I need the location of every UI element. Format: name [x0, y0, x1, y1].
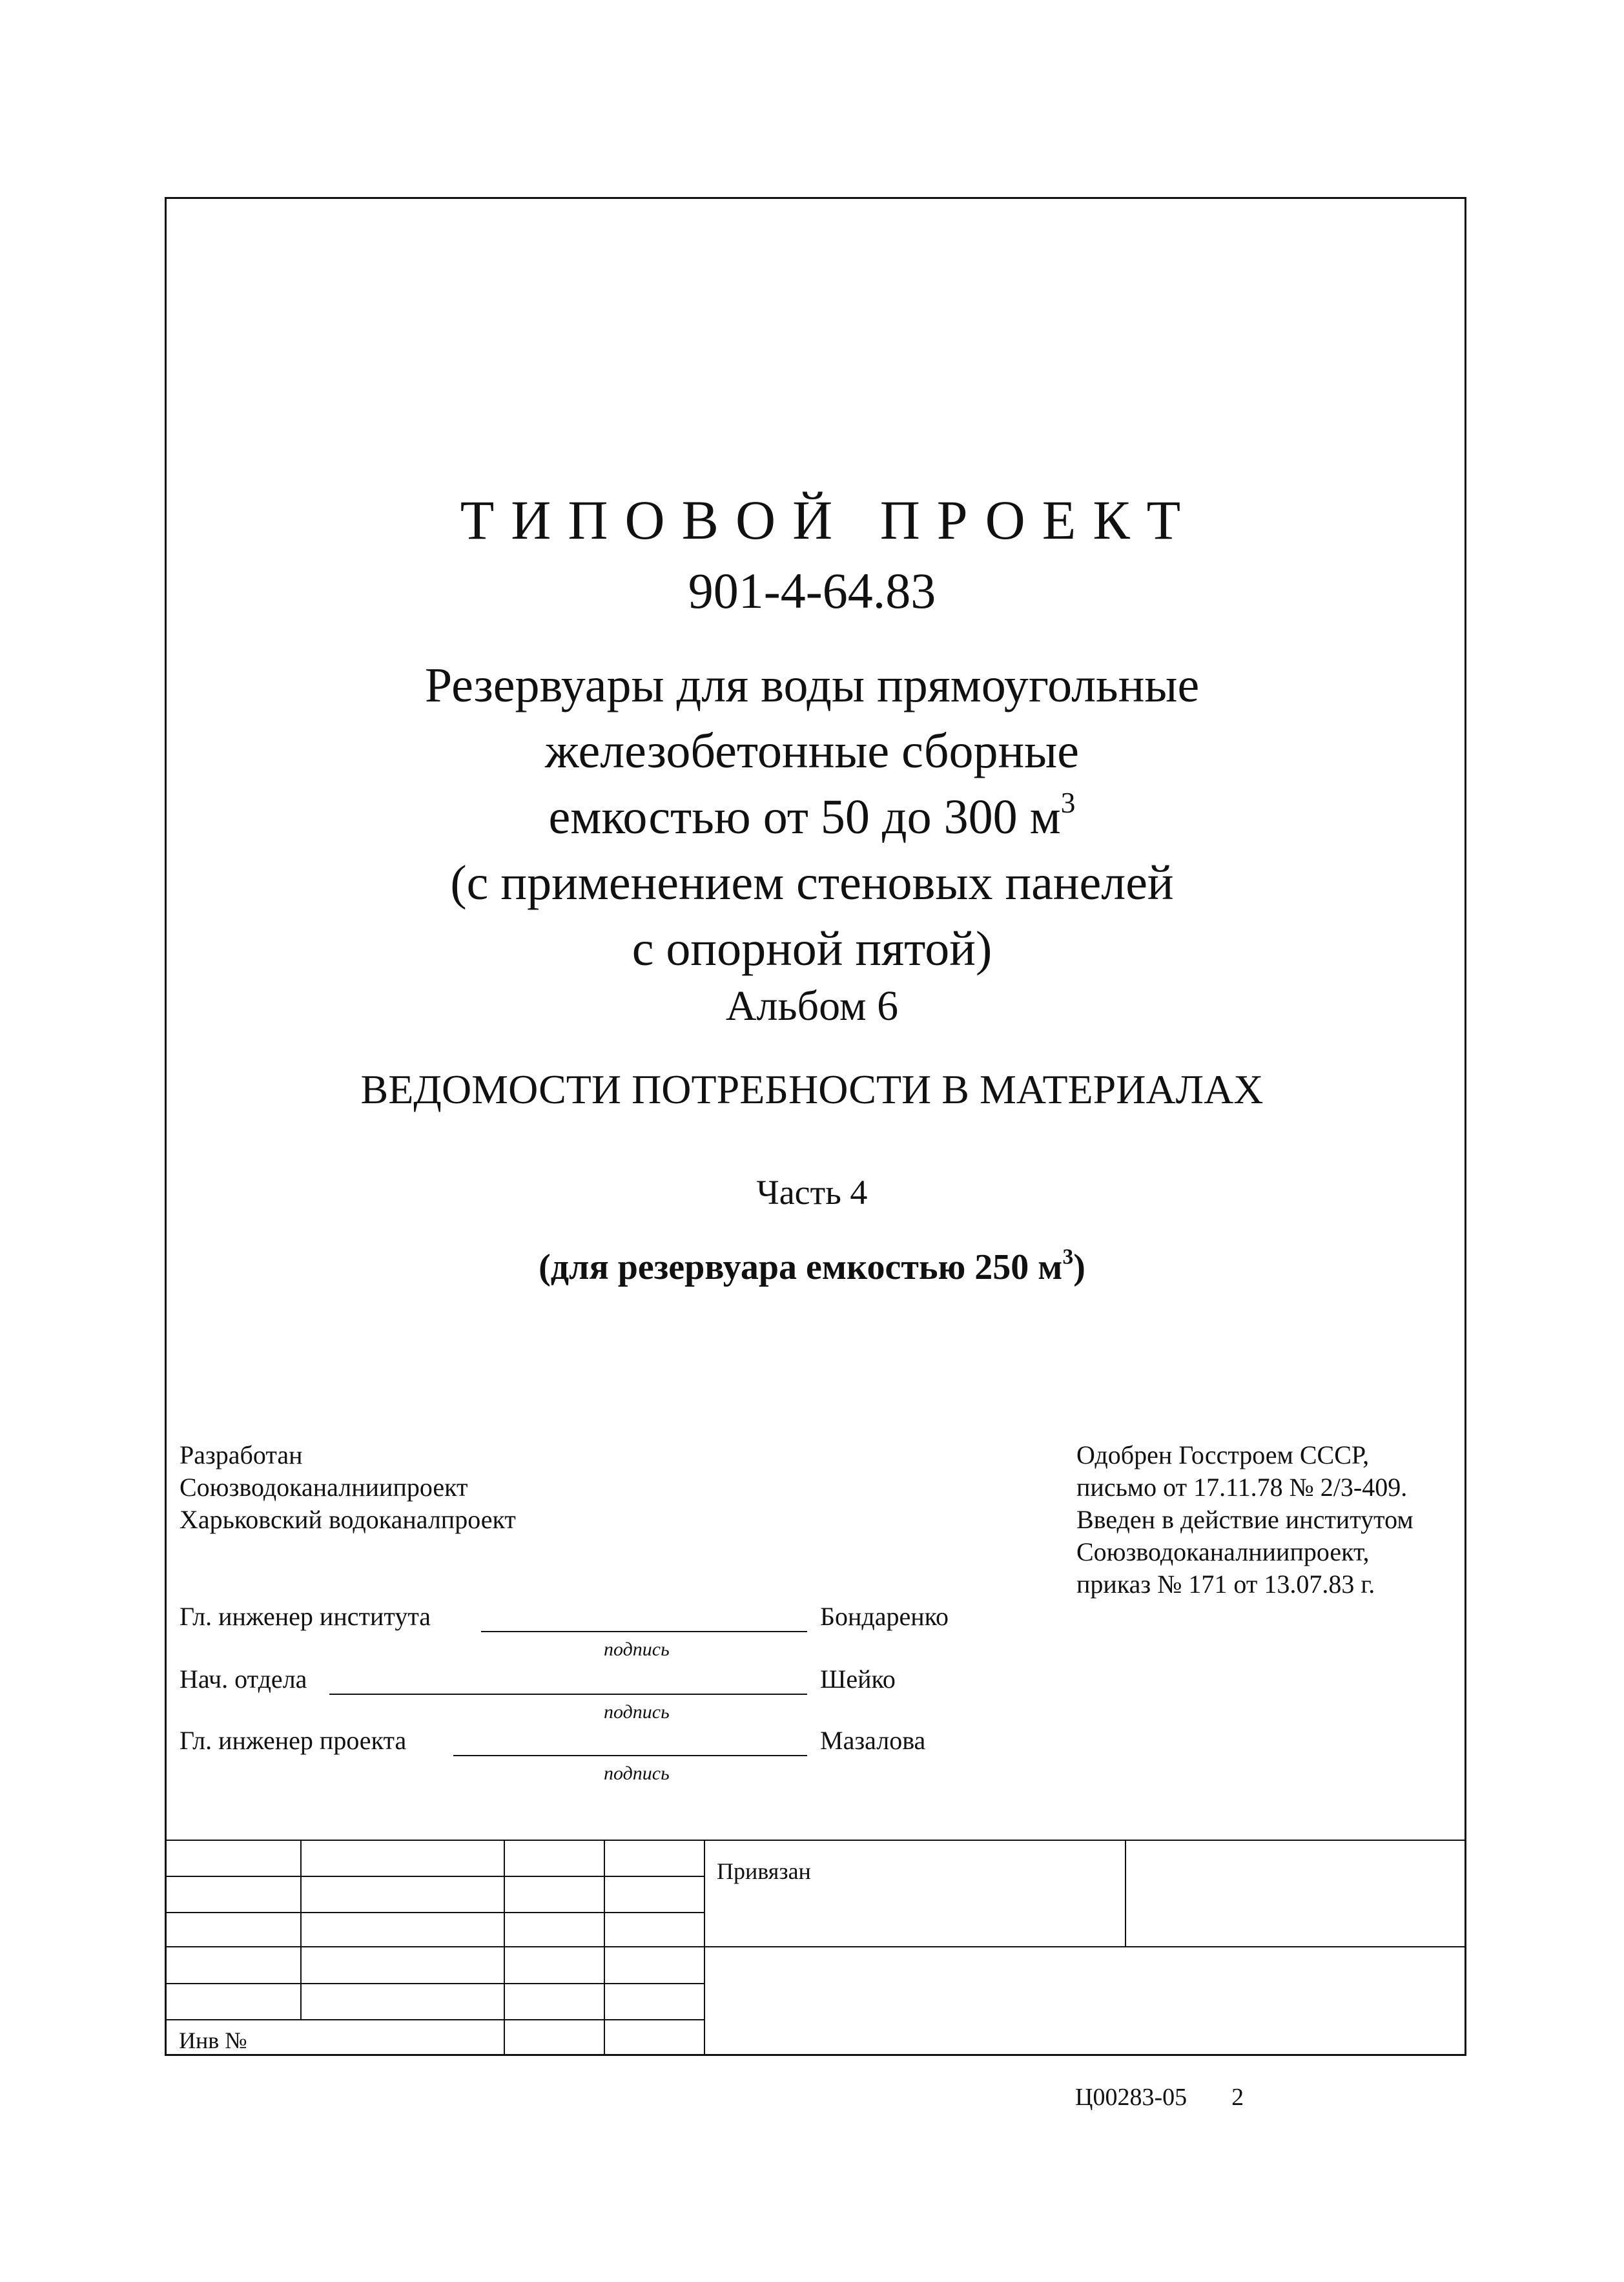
- capacity-note: (для резервуара емкостью 250 $м^3$): [539, 1245, 1085, 1287]
- description-line-2: железобетонные сборные: [545, 724, 1079, 778]
- signature-caption: подпись: [604, 1763, 670, 1784]
- section-title: ВЕДОМОСТИ ПОТРЕБНОСТИ В МАТЕРИАЛАХ: [360, 1066, 1264, 1112]
- stamp-column-line: [704, 1840, 705, 2056]
- part-number: Часть 4: [756, 1173, 868, 1212]
- signature-line-department-head: [329, 1694, 807, 1695]
- stamp-row-line: [165, 1876, 704, 1877]
- stamp-row-line: [165, 2019, 704, 2020]
- project-description: [0, 652, 1624, 982]
- signature-role-department-head: Нач. отдела: [180, 1665, 307, 1694]
- approval-block: [1076, 1439, 1413, 1601]
- stamp-bound-label: Привязан: [717, 1858, 811, 1884]
- stamp-top-border: [165, 1840, 1466, 1841]
- approval-line-2: письмо от 17.11.78 № 2/3-409.: [1076, 1473, 1408, 1502]
- stamp-column-line: [504, 1840, 505, 2056]
- album-number: Альбом 6: [725, 982, 899, 1030]
- stamp-column-line: [300, 1840, 302, 2019]
- signature-line-project-engineer: [453, 1755, 807, 1756]
- signature-name-chief-engineer: Бондаренко: [820, 1602, 949, 1631]
- signature-role-chief-engineer: Гл. инженер института: [180, 1602, 431, 1631]
- description-line-1: Резервуары для воды прямоугольные: [424, 658, 1200, 712]
- stamp-column-line: [1125, 1840, 1126, 1946]
- signature-name-department-head: Шейко: [820, 1665, 896, 1694]
- signature-role-project-engineer: Гл. инженер проекта: [180, 1726, 407, 1755]
- approval-line-1: Одобрен Госстроем СССР,: [1076, 1440, 1370, 1469]
- stamp-row-line: [165, 1983, 704, 1984]
- stamp-column-line: [604, 1840, 605, 2056]
- page-number: 2: [1231, 2084, 1244, 2111]
- document-title: ТИПОВОЙ ПРОЕКТ: [460, 489, 1198, 551]
- approval-line-3: Введен в действие институтом: [1076, 1505, 1413, 1534]
- description-line-3: емкостью от 50 до 300 $м^3$: [548, 786, 1076, 844]
- project-code: 901-4-64.83: [688, 563, 936, 619]
- document-code: Ц00283-05: [1075, 2084, 1187, 2111]
- stamp-block: [165, 1840, 1466, 2056]
- signature-line-chief-engineer: [481, 1631, 807, 1632]
- developer-label: Разработан: [180, 1440, 303, 1469]
- developer-org-2: Харьковский водоканалпроект: [180, 1505, 516, 1534]
- stamp-inventory-label: Инв №: [179, 2028, 247, 2053]
- stamp-row-line: [165, 1912, 704, 1913]
- signature-name-project-engineer: Мазалова: [820, 1726, 926, 1755]
- description-line-4: (с применением стеновых панелей: [450, 856, 1174, 910]
- developer-block: [180, 1439, 516, 1536]
- page-frame: [165, 197, 1466, 2056]
- signature-caption: подпись: [604, 1639, 670, 1660]
- approval-line-5: приказ № 171 от 13.07.83 г.: [1076, 1570, 1375, 1599]
- description-line-5: с опорной пятой): [632, 922, 992, 976]
- stamp-row-line: [165, 1946, 1466, 1947]
- footer: [1075, 2083, 1244, 2111]
- developer-org-1: Союзводоканалниипроект: [180, 1473, 468, 1502]
- signature-caption: подпись: [604, 1701, 670, 1723]
- approval-line-4: Союзводоканалниипроект,: [1076, 1537, 1370, 1566]
